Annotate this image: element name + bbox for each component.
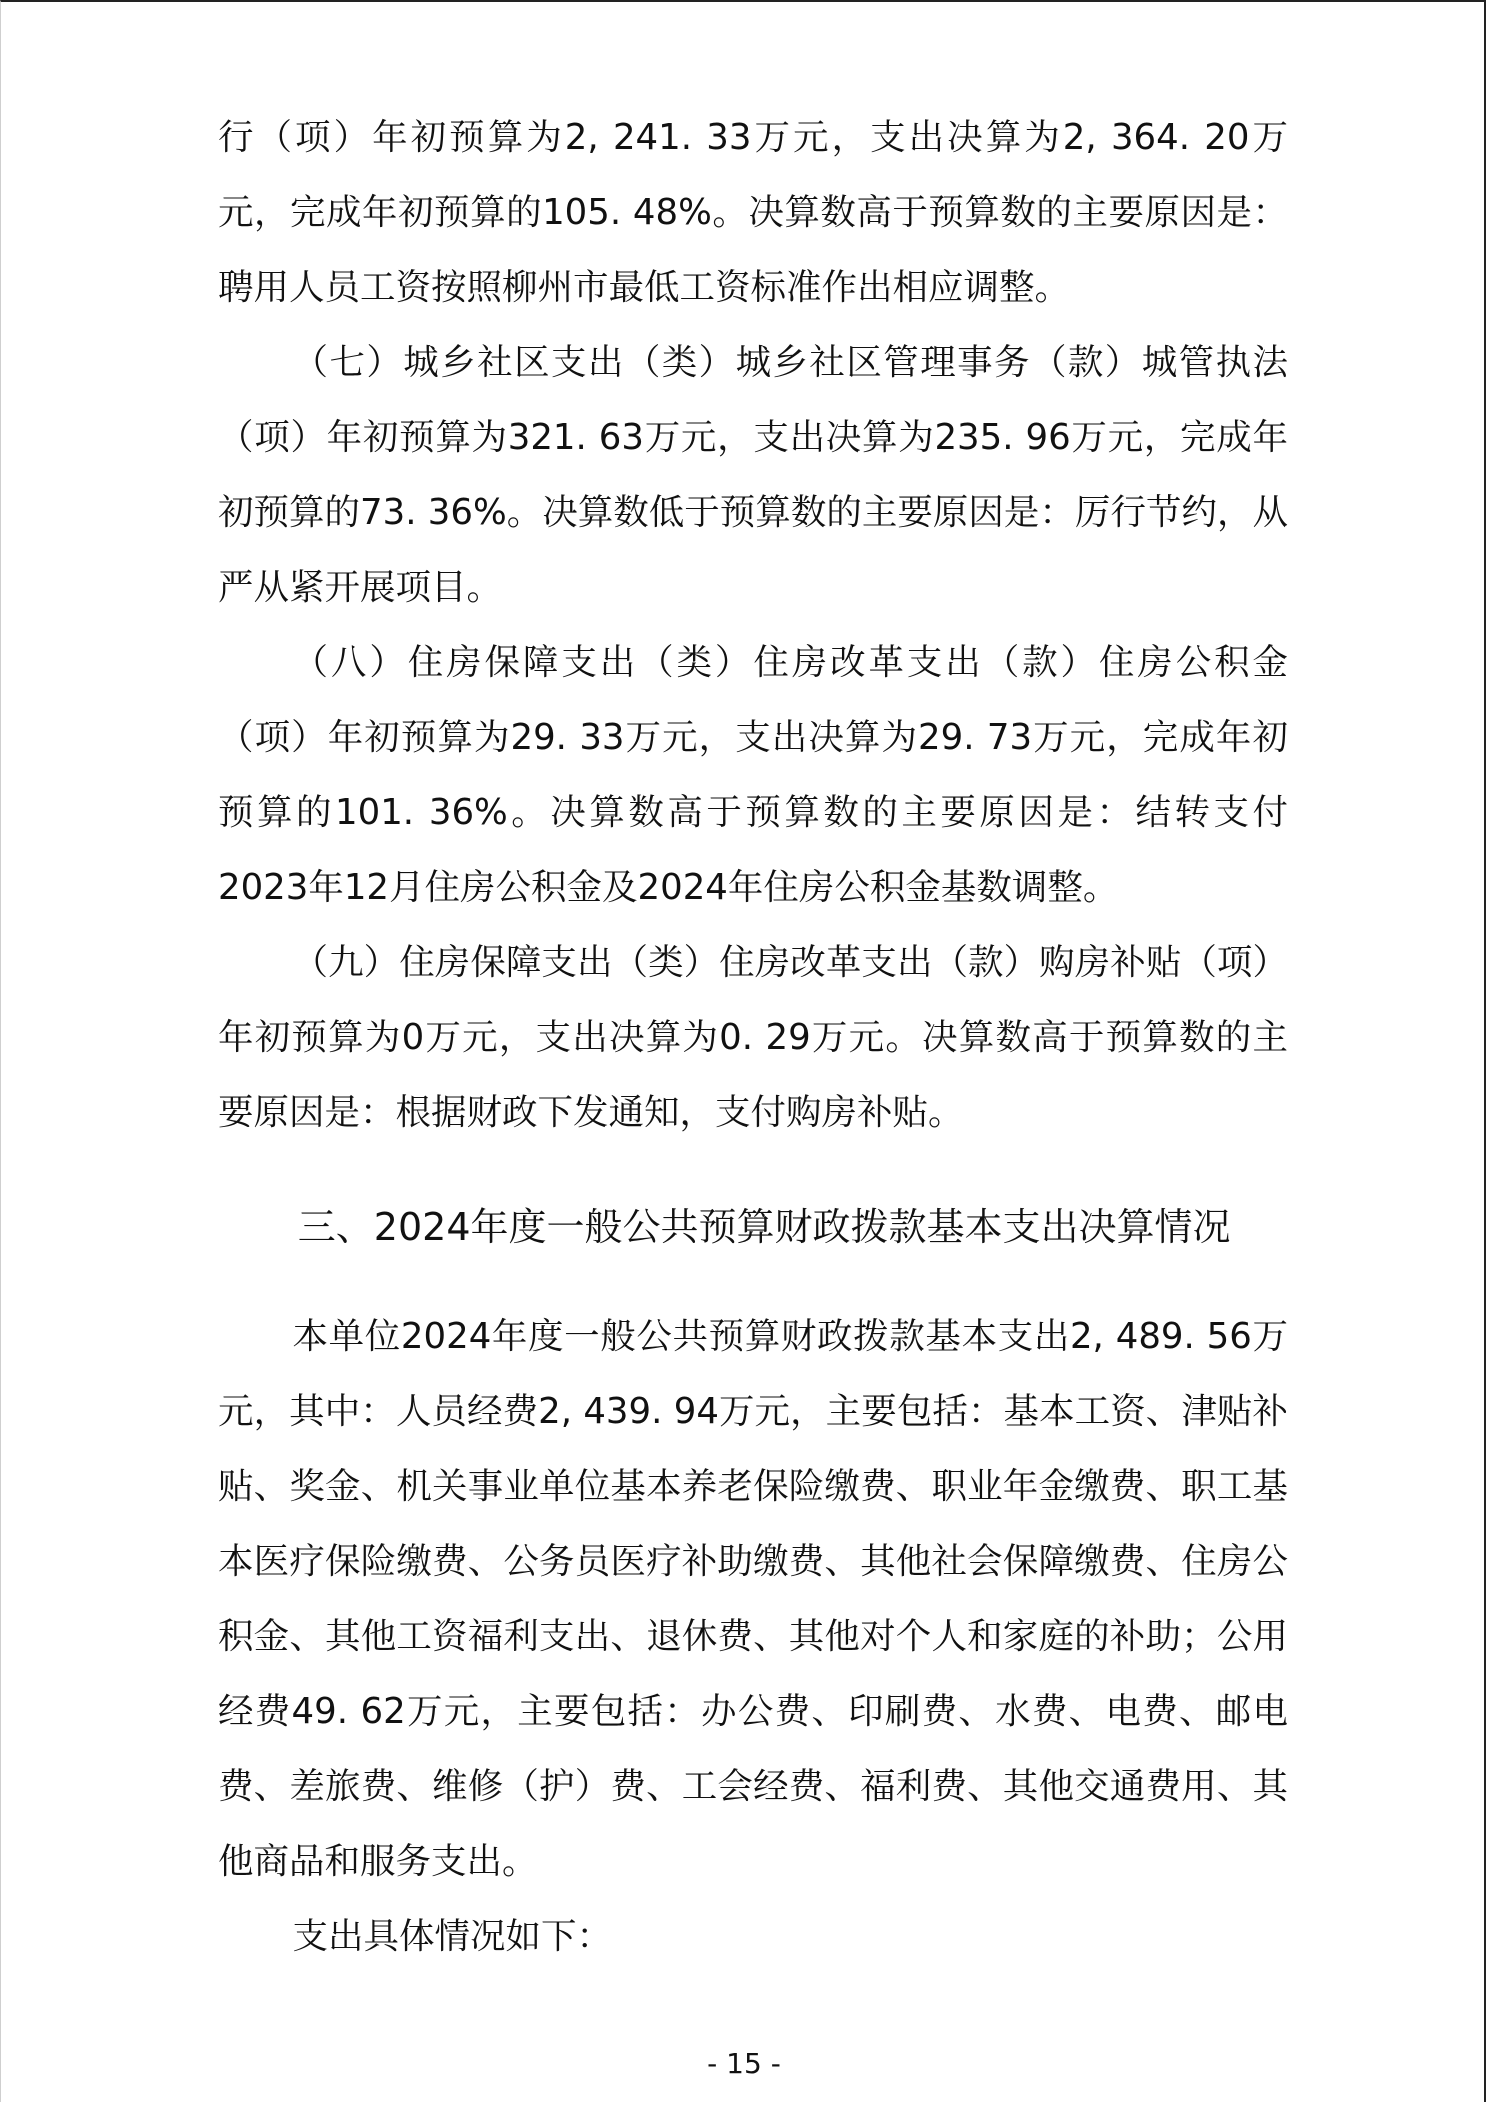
paragraph-item-9: （九）住房保障支出（类）住房改革支出（款）购房补贴（项）年初预算为0万元，支出决算为0. 29万元。决算数高于预算数的主要原因是：根据财政下发通知，支付购房补贴。	[218, 942, 1288, 1133]
section-heading: 三、2024年度一般公共预算财政拨款基本支出决算情况	[297, 1205, 1231, 1249]
page-number: - 15 -	[707, 2047, 781, 2080]
document-body	[218, 100, 1288, 1974]
paragraph-basic-expenditure: 本单位2024年度一般公共预算财政拨款基本支出2, 489. 56万元，其中：人员经费2, 439. 94万元，主要包括：基本工资、津贴补贴、奖金、机关事业单位基本养老保险缴费、职业年金缴费、职工基本医疗保险缴费、公务员医疗补助缴费、其他社会保障缴费、住房公积金、其他工资福利支出、退休费、其他对个人和家庭的补助；公用经费49. 62万元，主要包括：办公费、印刷费、水费、电费、邮电费、差旅费、维修（护）费、工会经费、福利费、其他交通费用、其他商品和服务支出。	[218, 1316, 1288, 1882]
paragraph-details-intro: 支出具体情况如下：	[292, 1916, 613, 1957]
paragraph-item-8: （八）住房保障支出（类）住房改革支出（款）住房公积金（项）年初预算为29. 33万元，支出决算为29. 73万元，完成年初预算的101. 36%。决算数高于预算数的主要原因是：结转支付2023年12月住房公积金及2024年住房公积金基数调整。	[218, 642, 1288, 908]
paragraph-item-7: （七）城乡社区支出（类）城乡社区管理事务（款）城管执法（项）年初预算为321. 63万元，支出决算为235. 96万元，完成年初预算的73. 36%。决算数低于预算数的主要原因是：厉行节约，从严从紧开展项目。	[218, 342, 1288, 608]
paragraph-continuation: 行（项）年初预算为2, 241. 33万元，支出决算为2, 364. 20万元，完成年初预算的105. 48%。决算数高于预算数的主要原因是：聘用人员工资按照柳州市最低工资标准作出相应调整。	[218, 117, 1288, 308]
